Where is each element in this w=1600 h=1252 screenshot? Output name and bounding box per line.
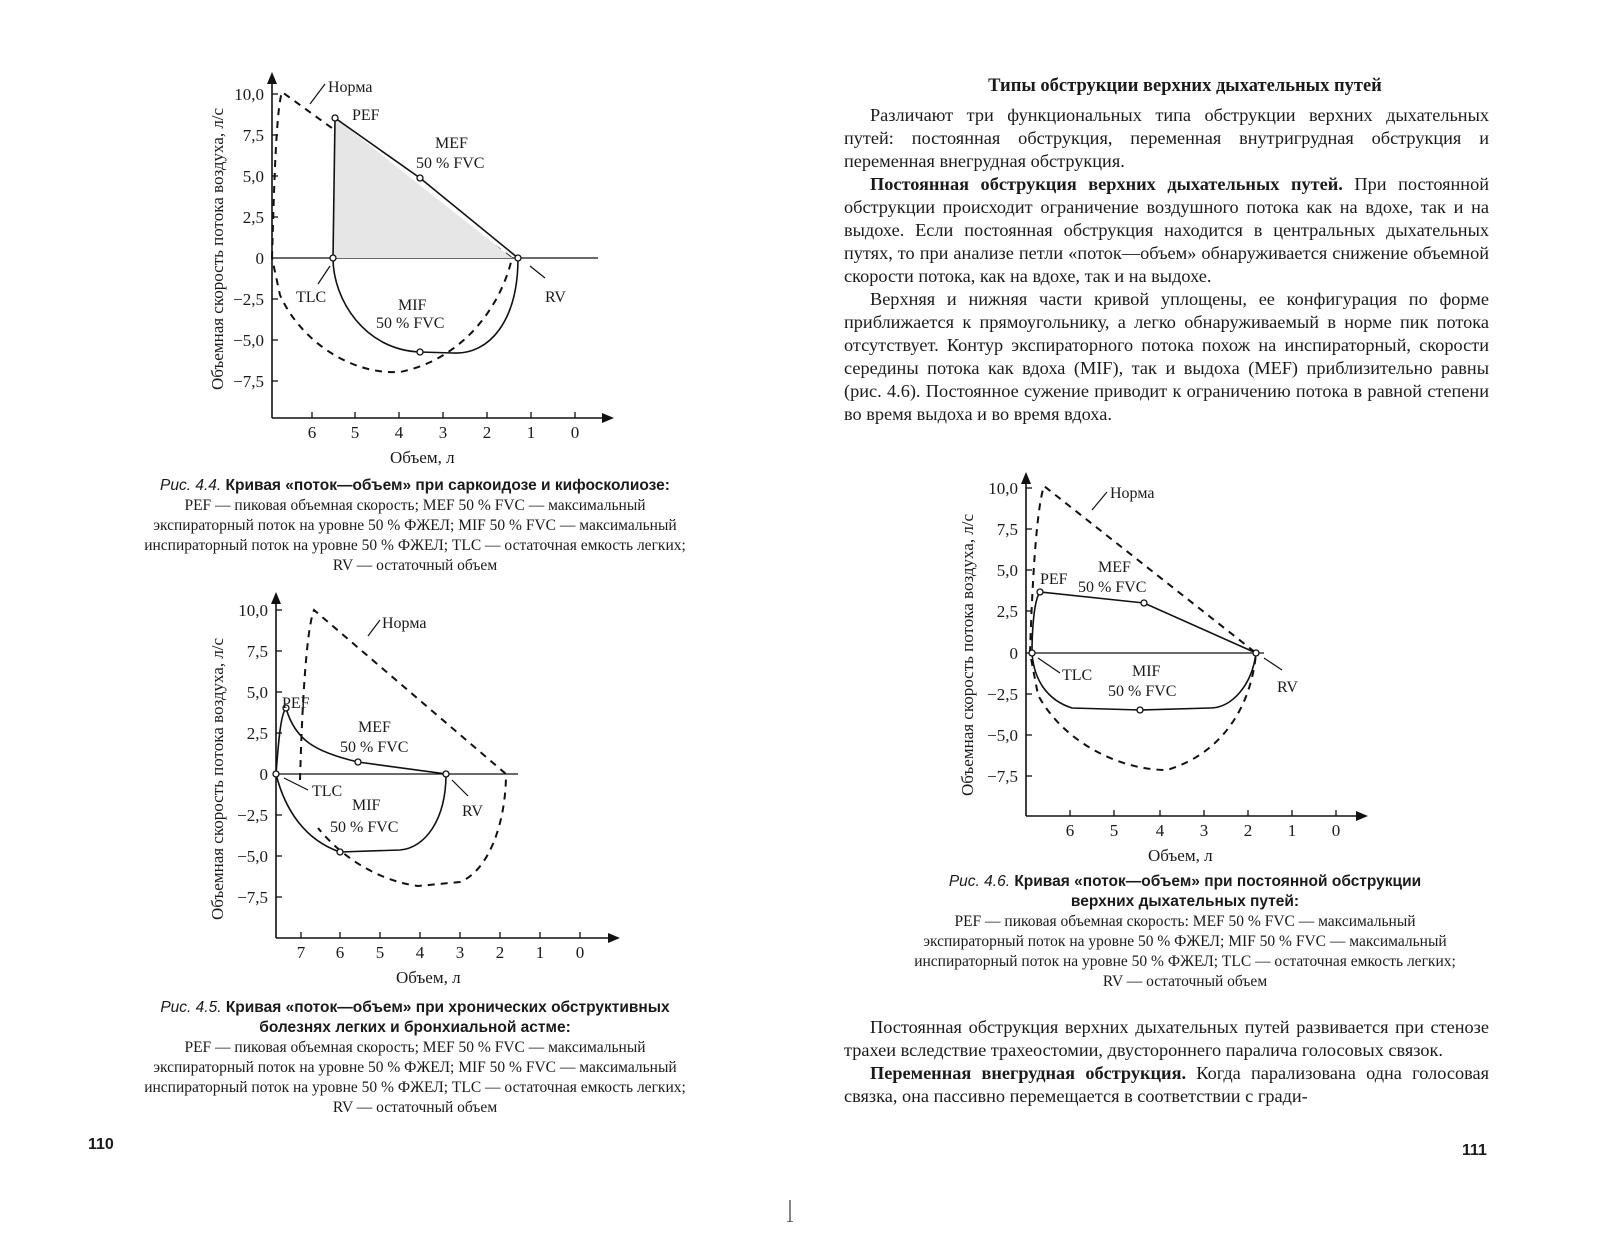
norma-arrow (1092, 492, 1107, 510)
x-tick-marks (1070, 810, 1336, 816)
x-tick-label: 2 (495, 943, 505, 962)
x-tick-label: 3 (438, 423, 448, 442)
x-tick-label: 5 (375, 943, 385, 962)
mef-point (355, 759, 361, 765)
norma-label: Норма (1110, 485, 1155, 502)
y-tick-label: 5,0 (242, 167, 264, 186)
y-tick-label: 2,5 (246, 724, 268, 743)
paragraph-rest: При постоянной обструкции происходит ограничение воздушного потока как на вдохе, так и на выдохе. Если постоянная обструкция находится в центральных дыхательных путях, то при анализе петли «поток—объем» обнаруживается снижение объемной скорости потока, как на вдохе, так и на выдохе. (844, 174, 1490, 286)
norma-arrow (310, 84, 325, 104)
x-tick-marks (301, 932, 580, 938)
figure-4-4-caption (95, 476, 735, 576)
right-page (800, 0, 1600, 1252)
mef-label: MEF (1098, 559, 1131, 576)
y-tick-label: −5,0 (233, 331, 264, 350)
caption-line: экспираторный поток на уровне 50 % ФЖЕЛ; MIF 50 % FVC — максимальный (153, 1059, 677, 1076)
y-tick-label: 7,5 (996, 520, 1018, 539)
pef-label: PEF (352, 107, 380, 124)
y-tick-label: 2,5 (242, 208, 264, 227)
paragraph: Различают три функциональных типа обструкции верхних дыхательных путей: постоянная обструкция, переменная внутригрудная обструкция и переменная внегрудная обструкция. (844, 105, 1489, 171)
figure-4-5 (200, 590, 640, 987)
tlc-label: TLC (1062, 667, 1093, 684)
x-tick-label: 2 (1243, 821, 1253, 840)
x-tick-label: 5 (350, 423, 360, 442)
caption-title: болезнях легких и бронхиальной астме: (259, 1019, 571, 1036)
y-tick-label: 5,0 (246, 683, 268, 702)
x-tick-label: 0 (575, 943, 585, 962)
pef-label: PEF (282, 695, 310, 712)
figure-4-6-caption (845, 872, 1525, 992)
stippled-area (333, 118, 512, 258)
mef-label: MEF (358, 719, 391, 736)
y-axis-label: Объемная скорость потока воздуха, л/с (208, 637, 227, 920)
y-axis-label: Объемная скорость потока воздуха, л/с (208, 107, 227, 390)
tlc-arrow (1038, 658, 1060, 673)
pef-label: PEF (1040, 571, 1068, 588)
x-axis-arrow (608, 933, 620, 943)
page-number: 111 (1462, 1142, 1487, 1159)
x-tick-label: 6 (307, 423, 317, 442)
x-tick-label: 4 (1155, 821, 1165, 840)
y-axis-arrow (1021, 472, 1031, 484)
x-tick-label: 5 (1109, 821, 1119, 840)
caption-line: экспираторный поток на уровне 50 % ФЖЕЛ; MIF 50 % FVC — максимальный (153, 517, 677, 534)
caption-title: верхних дыхательных путей: (1070, 893, 1300, 910)
y-axis-arrow (267, 72, 277, 84)
paragraph (844, 173, 1489, 288)
tlc-arrow (284, 778, 308, 790)
caption-line: инспираторный поток на уровне 50 % ФЖЕЛ; TLC — остаточная емкость легких; (144, 1079, 686, 1096)
x-tick-marks (312, 412, 575, 418)
mif-point (1137, 707, 1143, 713)
x-tick-label: 0 (1331, 821, 1341, 840)
figure-4-5-plot (200, 590, 640, 970)
rv-point (1253, 650, 1259, 656)
paragraph (844, 1062, 1489, 1108)
normal-curve (1030, 486, 1256, 770)
x-axis-arrow (602, 413, 614, 423)
rv-label: RV (462, 803, 483, 820)
y-tick-marks (1026, 488, 1032, 776)
y-tick-label: 5,0 (996, 561, 1018, 580)
caption-line: RV — остаточный объем (1102, 973, 1268, 990)
mif-label: MIF (1132, 663, 1161, 680)
figure-4-4 (200, 70, 630, 467)
x-tick-label: 1 (535, 943, 545, 962)
x-axis-label: Объем, л (1148, 846, 1213, 865)
caption-line: PEF — пиковая объемная скорость; MEF 50 % FVC — максимальный (184, 1039, 646, 1056)
mif-50-label: 50 % FVC (376, 315, 445, 332)
mif-point (417, 349, 423, 355)
binding-mark (787, 1200, 793, 1222)
rv-label: RV (1277, 679, 1298, 696)
y-tick-label: −2,5 (237, 806, 268, 825)
tlc-label: TLC (296, 289, 327, 306)
rv-arrow (452, 780, 468, 796)
x-tick-label: 6 (1065, 821, 1075, 840)
paragraph-rest: Когда парализована одна голосовая связка, она пассивно перемещается в соответствии с гради- (844, 1063, 1489, 1106)
caption-line: PEF — пиковая объемная скорость; MEF 50 % FVC — максимальный (184, 497, 646, 514)
x-axis-arrow (1356, 811, 1368, 821)
caption-line: RV — остаточный объем (332, 557, 498, 574)
y-tick-label: −7,5 (233, 372, 264, 391)
x-tick-label: 4 (415, 943, 425, 962)
tlc-point (273, 771, 279, 777)
mif-label: MIF (398, 297, 427, 314)
caption-number: Рис. 4.4. (160, 477, 222, 494)
mef-label: MEF (435, 135, 468, 152)
x-tick-label: 4 (394, 423, 404, 442)
mef-50-label: 50 % FVC (416, 155, 485, 172)
caption-line: RV — остаточный объем (332, 1099, 498, 1116)
norma-arrow (368, 620, 380, 636)
y-tick-label: 0 (1009, 644, 1018, 663)
y-tick-label: 10,0 (988, 479, 1018, 498)
y-tick-label: −7,5 (987, 767, 1018, 786)
pef-point (332, 115, 338, 121)
caption-number: Рис. 4.6. (948, 873, 1011, 890)
tlc-label: TLC (312, 783, 343, 800)
paragraph: Постоянная обструкция верхних дыхательных путей развивается при стенозе трахеи вследствие трахеостомии, двустороннего паралича голосовых связок. (844, 1017, 1489, 1060)
mef-point (1141, 600, 1147, 606)
y-tick-label: 0 (259, 765, 268, 784)
pef-point (1037, 589, 1043, 595)
caption-line: PEF — пиковая объемная скорость: MEF 50 % FVC — максимальный (954, 913, 1416, 930)
caption-title: Кривая «поток—объем» при саркоидозе и кифосколиозе: (225, 477, 670, 494)
rv-point (443, 771, 449, 777)
tlc-arrow (318, 266, 330, 284)
y-axis-arrow (271, 592, 281, 604)
y-tick-label: −2,5 (987, 685, 1018, 704)
section-heading: Типы обструкции верхних дыхательных путей (988, 76, 1382, 96)
y-tick-label: 2,5 (996, 602, 1018, 621)
tlc-point (1029, 650, 1035, 656)
caption-line: экспираторный поток на уровне 50 % ФЖЕЛ; MIF 50 % FVC — максимальный (923, 933, 1447, 950)
mef-point (417, 175, 423, 181)
x-tick-label: 1 (1287, 821, 1297, 840)
x-tick-label: 3 (1199, 821, 1209, 840)
paragraph-bold-lead: Постоянная обструкция верхних дыхательных путей. (870, 174, 1343, 194)
x-axis-label: Объем, л (396, 968, 461, 987)
norma-label: Норма (382, 615, 427, 632)
figure-4-4-plot (200, 70, 630, 440)
y-tick-label: 0 (255, 249, 264, 268)
paragraph: Верхняя и нижняя части кривой уплощены, ее конфигурация по форме приближается к прямоугольнику, а легко обнаруживаемый в норме пик потока отсутствует. Контур экспираторного потока похож на инспираторный, скорости середины потока как вдоха (MIF), так и выдоха (MEF) приблизительно равны (рис. 4.6). Постоянное сужение приводит к ограничению потока в равной степени во время выдоха и во время вдоха. (844, 289, 1489, 424)
y-tick-label: −5,0 (987, 726, 1018, 745)
x-tick-label: 7 (296, 943, 306, 962)
caption-line: инспираторный поток на уровне 50 % ФЖЕЛ; TLC — остаточная емкость легких; (144, 537, 686, 554)
figure-4-6 (952, 470, 1382, 865)
rv-arrow (1264, 658, 1282, 670)
lower-text (844, 1016, 1489, 1108)
x-axis-label: Объем, л (390, 448, 455, 467)
y-tick-label: 10,0 (238, 601, 268, 620)
x-tick-label: 2 (482, 423, 492, 442)
mef-50-label: 50 % FVC (340, 739, 409, 756)
tlc-point (330, 255, 336, 261)
rv-arrow (530, 266, 545, 278)
intro-text (844, 104, 1489, 426)
x-tick-label: 3 (455, 943, 465, 962)
mif-label: MIF (352, 797, 381, 814)
caption-title: Кривая «поток—объем» при постоянной обструкции (1014, 873, 1422, 890)
y-tick-label: −5,0 (237, 847, 268, 866)
x-tick-label: 6 (335, 943, 345, 962)
y-tick-label: −2,5 (233, 290, 264, 309)
mif-point (337, 849, 343, 855)
caption-number: Рис. 4.5. (160, 999, 222, 1016)
y-axis-label: Объемная скорость потока воздуха, л/с (958, 513, 977, 796)
rv-label: RV (545, 289, 566, 306)
mif-50-label: 50 % FVC (1108, 683, 1177, 700)
rv-point (515, 255, 521, 261)
caption-line: инспираторный поток на уровне 50 % ФЖЕЛ; TLC — остаточная емкость легких; (914, 953, 1456, 970)
page-number: 110 (88, 1136, 114, 1153)
paragraph-bold-lead: Переменная внегрудная обструкция. (870, 1063, 1187, 1083)
norma-label: Норма (328, 79, 373, 96)
mif-50-label: 50 % FVC (330, 819, 399, 836)
figure-4-6-plot (952, 470, 1382, 845)
y-tick-label: −7,5 (237, 888, 268, 907)
y-tick-label: 10,0 (234, 85, 264, 104)
x-tick-label: 1 (526, 423, 536, 442)
x-tick-label: 0 (570, 423, 580, 442)
y-tick-label: 7,5 (246, 642, 268, 661)
figure-4-5-caption (95, 998, 735, 1118)
y-tick-label: 7,5 (242, 126, 264, 145)
caption-title: Кривая «поток—объем» при хронических обструктивных (225, 999, 670, 1016)
mef-50-label: 50 % FVC (1078, 579, 1147, 596)
